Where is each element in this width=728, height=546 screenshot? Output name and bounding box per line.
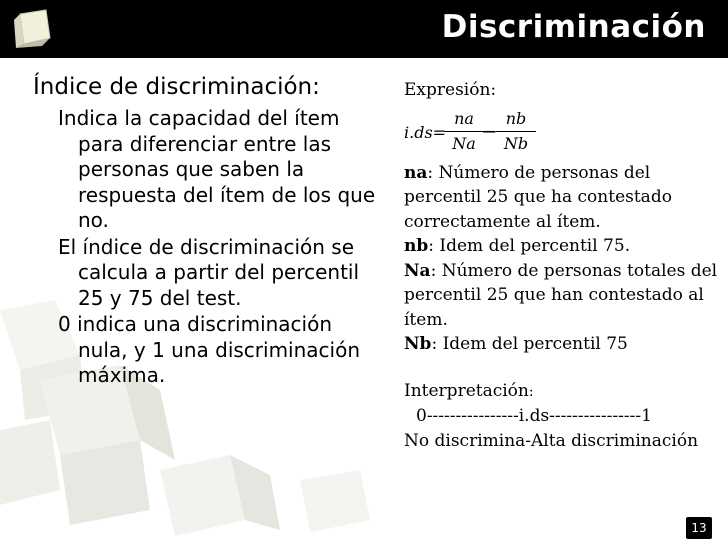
cube-icon — [10, 8, 54, 50]
formula-lhs: i.ds= — [404, 122, 447, 142]
fraction-nb — [496, 109, 536, 154]
definition-Nb: Nb: Idem del percentil 75 — [404, 334, 628, 354]
expression-label: Expresión: — [404, 80, 497, 100]
scale-caption: No discrimina-Alta discriminación — [404, 430, 699, 451]
scale-line: 0----------------i.ds----------------1 — [416, 406, 652, 426]
definition-na: na: Número de personas del percentil 25 que ha contestado correctamente al ítem. — [404, 162, 672, 232]
fraction-numerator: na — [454, 108, 474, 128]
fraction-numerator: nb — [505, 108, 527, 128]
interpretation-label: Interpretación: — [404, 380, 534, 401]
section-heading: Índice de discriminación: — [33, 74, 320, 100]
fraction-denominator: Na — [452, 133, 476, 153]
fraction-na — [444, 109, 484, 154]
right-column — [404, 78, 724, 453]
bullet-item: El índice de discriminación se calcula a partir del percentil 25 y 75 del test. — [58, 234, 360, 310]
fraction-bar — [444, 131, 484, 132]
formula — [404, 109, 724, 159]
slide-title: Discriminación — [441, 9, 706, 45]
bullet-item: 0 indica una discriminación nula, y 1 una discriminación máxima. — [58, 312, 361, 387]
title-bar — [0, 0, 728, 58]
page-number: 13 — [686, 517, 712, 539]
fraction-denominator: Nb — [503, 133, 529, 153]
minus-sign: − — [481, 118, 498, 143]
fraction-bar — [496, 131, 536, 132]
definition-Na: Na: Número de personas totales del percentil 25 que han contestado al ítem. — [404, 260, 718, 330]
left-column — [33, 72, 378, 390]
definition-nb: nb: Idem del percentil 75. — [404, 236, 631, 256]
bullet-item: Indica la capacidad del ítem para diferenciar entre las personas que saben la respuesta del ítem de los que no. — [58, 106, 376, 232]
